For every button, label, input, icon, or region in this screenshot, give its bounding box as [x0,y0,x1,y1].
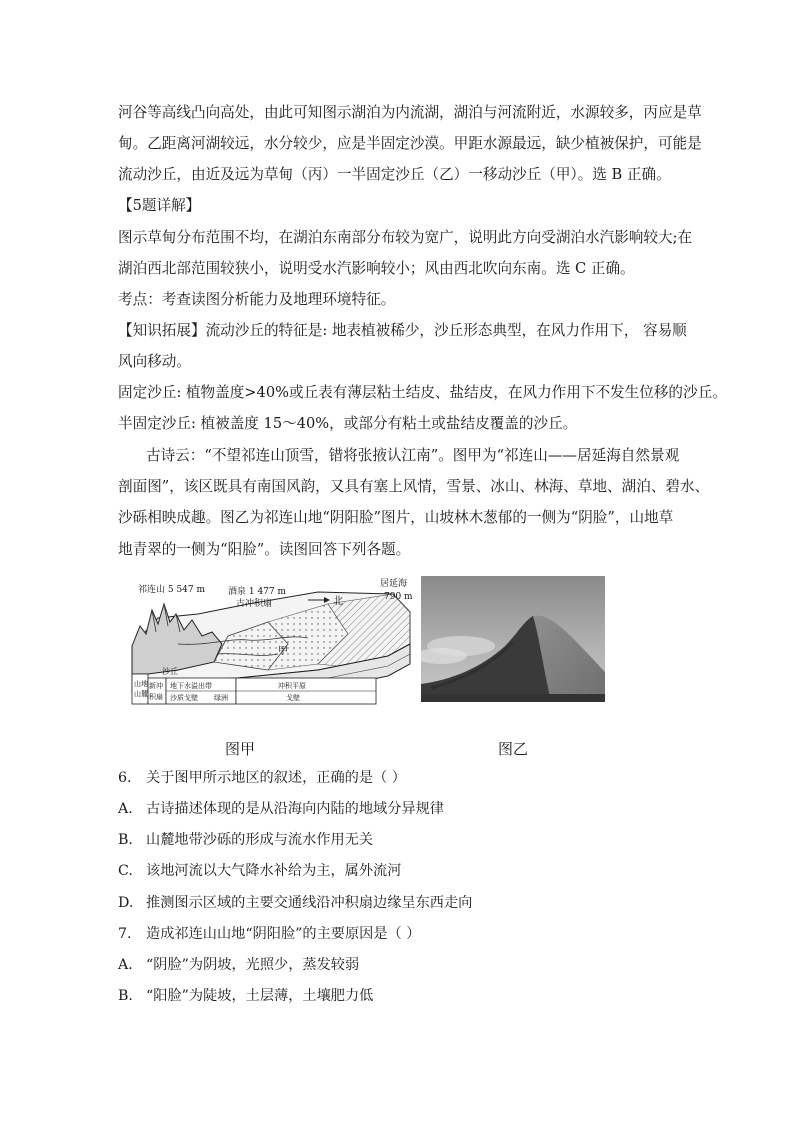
knowledge-line-4: 半固定沙丘: 植被盖度 15～40%，或部分有粘土或盐结皮覆盖的沙丘。 [118,415,578,432]
label-jiuquan: 酒泉 1 477 m [228,587,287,597]
question-6-option-b [118,830,373,850]
option-text: 该地河流以大气降水补给为主，属外流河 [146,863,402,879]
intro-line-4: 地青翠的一侧为“阳脸”。读图回答下列各题。 [118,541,411,558]
knowledge-line-2: 风向移动。 [118,353,191,370]
label-shaqiu: 沙丘 [162,667,178,676]
paragraph-1-line-3: 流动沙丘，由近及远为草甸（丙）一半固定沙丘（乙）一移动沙丘（甲）。选 B 正确。 [118,166,671,183]
question-7-text: 造成祁连山山地“阴阳脸”的主要原因是（ ） [146,926,421,942]
question-6-option-a [118,799,444,819]
knowledge-line-3: 固定沙丘: 植物盖度>40%或丘表有薄层粘土结皮、盐结皮，在风力作用下不发生位移的沙丘。 [118,384,727,401]
option-text: 推测图示区域的主要交通线沿冲积扇边缘呈东西走向 [146,895,473,911]
label-gebi: 戈壁 [286,694,300,702]
kaodian-line: 考点：考查读图分析能力及地理环境特征。 [118,291,396,308]
paragraph-1-line-1: 河谷等高线凸向高处，由此可知图示湖泊为内流湖，湖泊与河流附近，水源较多，丙应是草 [118,104,702,121]
question-7-stem [118,924,420,944]
intro-line-1: 古诗云：“不望祁连山顶雪，错将张掖认江南”。图甲为“祁连山——居延海自然景观 [146,447,680,464]
label-jia: 甲 [278,646,288,657]
figure-a-profile-diagram [118,574,418,724]
label-shanlu: 山麓 [134,690,148,698]
option-label: B. [118,988,133,1004]
label-shandi: 山地 [134,680,148,688]
caption-figure-b: 图乙 [498,740,529,758]
label-fan: 古冲积扇 [236,599,273,609]
intro-line-2: 剖面图”，该区既具有南国风韵，又具有塞上风情，雪景、冰山、林海、草地、湖泊、碧水、 [118,478,710,495]
heading-question-5: 【5题详解】 [118,197,201,214]
question-6-option-c [118,861,401,881]
question-7-option-b [118,986,373,1006]
question-6-stem [118,768,406,788]
question-7-option-a [118,955,359,975]
option-text: “阴脸”为阴坡，光照少，蒸发较弱 [146,957,360,973]
figure-b-photo [421,576,605,702]
option-label: A. [118,957,133,973]
label-lvzhou: 绿洲 [214,694,228,702]
figure-a-svg [118,574,418,724]
label-juyan: 居延海 [380,579,408,589]
option-label: D. [118,895,134,911]
option-text: “阳脸”为陡坡，土层薄，土壤肥力低 [146,988,374,1004]
intro-line-3: 沙砾相映成趣。图乙为祁连山地“阴阳脸”图片，山坡林木葱郁的一侧为“阴脸”，山地草 [118,509,674,526]
paragraph-2-line-2: 湖泊西北部范围较狭小，说明受水汽影响较小；风由西北吹向东南。选 C 正确。 [118,260,635,277]
label-xinchong: 新冲 [149,682,163,690]
label-dixia: 地下水溢出带 [170,682,212,690]
label-chongji: 冲积平原 [278,682,306,690]
option-label: A. [118,801,133,817]
label-jishan: 积扇 [149,693,163,701]
knowledge-line-1: 【知识拓展】流动沙丘的特征是: 地表植被稀少，沙丘形态典型，在风力作用下， 容易顺 [118,322,687,339]
label-juyan-alt: 790 m [384,592,413,602]
question-6-option-d [118,893,472,913]
figure-b-svg [421,576,605,702]
label-qilian: 祁连山 5 547 m [138,585,206,595]
question-6-number: 6. [118,770,132,786]
option-text: 山麓地带沙砾的形成与流水作用无关 [146,832,374,848]
label-shazhi: 沙质戈壁 [170,694,198,702]
label-north: 北 [333,596,343,607]
question-6-text: 关于图甲所示地区的叙述，正确的是（ ） [146,770,406,786]
option-text: 古诗描述体现的是从沿海向内陆的地域分异规律 [146,801,444,817]
question-7-number: 7. [118,926,132,942]
option-label: C. [118,863,133,879]
option-label: B. [118,832,133,848]
paragraph-2-line-1: 图示草甸分布范围不均，在湖泊东南部分布较为宽广，说明此方向受湖泊水汽影响较大;在 [118,229,693,246]
paragraph-1-line-2: 甸。乙距离河湖较远，水分较少，应是半固定沙漠。甲距水源最远，缺少植被保护，可能是 [118,135,702,152]
caption-figure-a: 图甲 [225,740,256,758]
